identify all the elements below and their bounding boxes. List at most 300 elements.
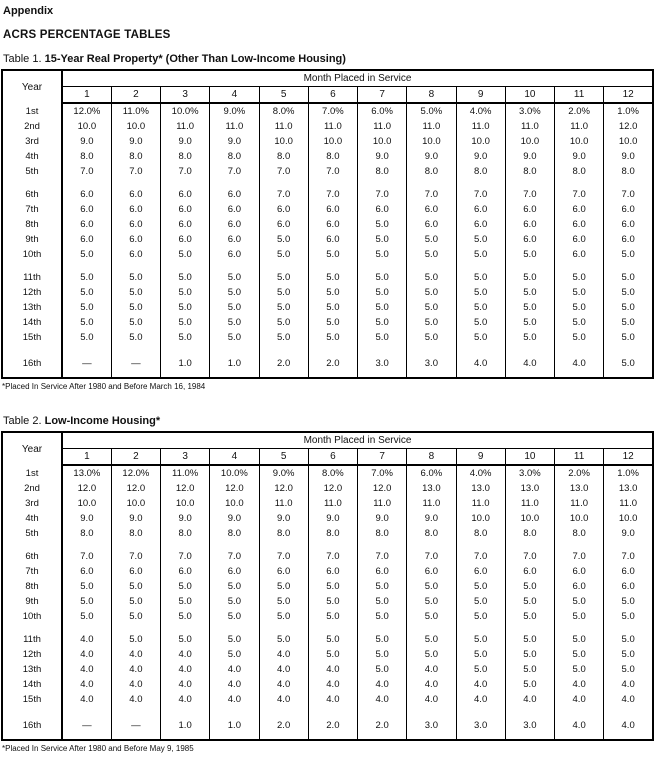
value-cell: 10.0 bbox=[308, 134, 357, 149]
spacer-cell bbox=[259, 733, 308, 740]
value-cell: 5.0 bbox=[358, 285, 407, 300]
table-row bbox=[2, 330, 653, 345]
year-cell: 4th bbox=[2, 511, 62, 526]
spacer-cell bbox=[2, 707, 62, 718]
value-cell: 7.0 bbox=[259, 549, 308, 564]
year-cell: 10th bbox=[2, 247, 62, 262]
table-row bbox=[2, 285, 653, 300]
value-cell: 7.0 bbox=[259, 164, 308, 179]
year-cell: 15th bbox=[2, 692, 62, 707]
value-cell: 6.0 bbox=[210, 187, 259, 202]
value-cell: 5.0 bbox=[604, 330, 653, 345]
spacer-row bbox=[2, 733, 653, 740]
month-group-header: Month Placed in Service bbox=[62, 70, 653, 87]
spacer-cell bbox=[259, 179, 308, 187]
value-cell: 5.0 bbox=[505, 677, 554, 692]
value-cell: 5.0 bbox=[259, 315, 308, 330]
year-cell: 16th bbox=[2, 356, 62, 371]
table-2-header-row bbox=[2, 432, 653, 449]
spacer-row bbox=[2, 707, 653, 718]
value-cell: 8.0 bbox=[604, 164, 653, 179]
value-cell: 5.0 bbox=[62, 285, 111, 300]
spacer-cell bbox=[62, 733, 111, 740]
value-cell: — bbox=[111, 356, 160, 371]
value-cell: 11.0 bbox=[161, 119, 210, 134]
spacer-cell bbox=[62, 707, 111, 718]
value-cell: 5.0 bbox=[161, 594, 210, 609]
spacer-cell bbox=[62, 371, 111, 378]
value-cell: 5.0 bbox=[62, 579, 111, 594]
year-cell: 12th bbox=[2, 285, 62, 300]
value-cell: 11.0% bbox=[161, 465, 210, 481]
value-cell: 9.0 bbox=[604, 149, 653, 164]
value-cell: 5.0 bbox=[555, 300, 604, 315]
spacer-cell bbox=[259, 262, 308, 270]
value-cell: — bbox=[62, 718, 111, 733]
value-cell: 4.0 bbox=[62, 662, 111, 677]
value-cell: 5.0 bbox=[555, 315, 604, 330]
table-row bbox=[2, 549, 653, 564]
spacer-cell bbox=[62, 262, 111, 270]
value-cell: 8.0 bbox=[456, 526, 505, 541]
value-cell: 2.0% bbox=[555, 465, 604, 481]
year-cell: 14th bbox=[2, 315, 62, 330]
value-cell: 10.0 bbox=[259, 134, 308, 149]
value-cell: 5.0 bbox=[555, 662, 604, 677]
value-cell: 5.0 bbox=[555, 609, 604, 624]
month-column-header: 6 bbox=[308, 87, 357, 104]
spacer-cell bbox=[555, 345, 604, 356]
table-1-percentage-table bbox=[1, 69, 654, 379]
value-cell: 9.0 bbox=[210, 511, 259, 526]
value-cell: 9.0 bbox=[358, 149, 407, 164]
value-cell: 5.0 bbox=[358, 579, 407, 594]
value-cell: 7.0 bbox=[161, 164, 210, 179]
value-cell: 5.0 bbox=[358, 270, 407, 285]
value-cell: 11.0 bbox=[456, 496, 505, 511]
value-cell: 13.0 bbox=[456, 481, 505, 496]
year-cell: 7th bbox=[2, 202, 62, 217]
spacer-cell bbox=[555, 707, 604, 718]
value-cell: 7.0 bbox=[505, 187, 554, 202]
value-cell: 6.0 bbox=[161, 217, 210, 232]
value-cell: 6.0 bbox=[604, 564, 653, 579]
spacer-cell bbox=[161, 733, 210, 740]
value-cell: 9.0 bbox=[456, 149, 505, 164]
value-cell: 6.0 bbox=[161, 187, 210, 202]
spacer-cell bbox=[456, 624, 505, 632]
year-cell: 4th bbox=[2, 149, 62, 164]
year-cell: 8th bbox=[2, 217, 62, 232]
month-column-header: 1 bbox=[62, 87, 111, 104]
spacer-cell bbox=[604, 624, 653, 632]
value-cell: 7.0 bbox=[505, 549, 554, 564]
year-cell: 16th bbox=[2, 718, 62, 733]
value-cell: 9.0 bbox=[62, 511, 111, 526]
table-1-header-row bbox=[2, 70, 653, 87]
spacer-cell bbox=[358, 345, 407, 356]
value-cell: 8.0% bbox=[259, 103, 308, 119]
month-column-header: 5 bbox=[259, 449, 308, 466]
value-cell: 6.0 bbox=[62, 202, 111, 217]
value-cell: 5.0 bbox=[555, 330, 604, 345]
value-cell: 4.0 bbox=[456, 356, 505, 371]
value-cell: 6.0 bbox=[555, 579, 604, 594]
value-cell: 4.0 bbox=[62, 632, 111, 647]
spacer-cell bbox=[259, 541, 308, 549]
value-cell: 8.0 bbox=[62, 149, 111, 164]
value-cell: 5.0 bbox=[604, 300, 653, 315]
spacer-cell bbox=[161, 624, 210, 632]
month-number-header-row bbox=[2, 449, 653, 466]
year-cell: 13th bbox=[2, 300, 62, 315]
value-cell: 12.0 bbox=[111, 481, 160, 496]
value-cell: 5.0 bbox=[308, 270, 357, 285]
value-cell: 5.0 bbox=[161, 285, 210, 300]
spacer-cell bbox=[62, 541, 111, 549]
value-cell: 5.0 bbox=[604, 356, 653, 371]
spacer-cell bbox=[62, 624, 111, 632]
value-cell: 5.0 bbox=[456, 647, 505, 662]
month-column-header: 2 bbox=[111, 449, 160, 466]
value-cell: 5.0 bbox=[456, 579, 505, 594]
value-cell: 6.0 bbox=[259, 217, 308, 232]
value-cell: 6.0 bbox=[161, 202, 210, 217]
value-cell: 13.0 bbox=[407, 481, 456, 496]
value-cell: 7.0 bbox=[555, 549, 604, 564]
value-cell: 9.0 bbox=[62, 134, 111, 149]
value-cell: 13.0% bbox=[62, 465, 111, 481]
value-cell: 6.0 bbox=[210, 217, 259, 232]
value-cell: 8.0 bbox=[210, 149, 259, 164]
value-cell: 4.0% bbox=[456, 103, 505, 119]
spacer-cell bbox=[2, 541, 62, 549]
value-cell: 11.0 bbox=[456, 119, 505, 134]
value-cell: 6.0 bbox=[555, 202, 604, 217]
spacer-cell bbox=[505, 624, 554, 632]
value-cell: 5.0 bbox=[161, 330, 210, 345]
table-row bbox=[2, 632, 653, 647]
value-cell: 7.0 bbox=[604, 187, 653, 202]
month-column-header: 12 bbox=[604, 87, 653, 104]
value-cell: 5.0 bbox=[407, 594, 456, 609]
table-row bbox=[2, 270, 653, 285]
value-cell: 1.0% bbox=[604, 465, 653, 481]
month-column-header: 4 bbox=[210, 449, 259, 466]
table-1-footnote: *Placed In Service After 1980 and Before March 16, 1984 bbox=[2, 382, 206, 391]
spacer-cell bbox=[505, 262, 554, 270]
value-cell: 5.0 bbox=[505, 632, 554, 647]
value-cell: 4.0 bbox=[358, 677, 407, 692]
spacer-cell bbox=[62, 345, 111, 356]
value-cell: 5.0 bbox=[62, 300, 111, 315]
value-cell: 4.0 bbox=[604, 718, 653, 733]
value-cell: 10.0 bbox=[111, 119, 160, 134]
value-cell: 7.0 bbox=[111, 549, 160, 564]
value-cell: 12.0% bbox=[111, 465, 160, 481]
month-column-header: 11 bbox=[555, 449, 604, 466]
value-cell: 5.0 bbox=[308, 609, 357, 624]
table-row bbox=[2, 609, 653, 624]
spacer-cell bbox=[308, 707, 357, 718]
month-column-header: 3 bbox=[161, 87, 210, 104]
value-cell: 9.0 bbox=[259, 511, 308, 526]
year-cell: 9th bbox=[2, 232, 62, 247]
spacer-cell bbox=[2, 262, 62, 270]
spacer-cell bbox=[210, 541, 259, 549]
value-cell: 7.0 bbox=[308, 187, 357, 202]
spacer-cell bbox=[456, 345, 505, 356]
table-2-label: Table 2. bbox=[3, 415, 42, 427]
table-row bbox=[2, 202, 653, 217]
value-cell: 9.0% bbox=[210, 103, 259, 119]
value-cell: 7.0% bbox=[308, 103, 357, 119]
spacer-cell bbox=[111, 345, 160, 356]
spacer-cell bbox=[456, 541, 505, 549]
value-cell: 4.0 bbox=[259, 677, 308, 692]
value-cell: 6.0 bbox=[505, 232, 554, 247]
value-cell: 7.0 bbox=[210, 164, 259, 179]
spacer-cell bbox=[161, 707, 210, 718]
value-cell: 5.0 bbox=[259, 632, 308, 647]
value-cell: 8.0 bbox=[407, 164, 456, 179]
spacer-row bbox=[2, 371, 653, 378]
value-cell: 5.0 bbox=[456, 285, 505, 300]
value-cell: 11.0 bbox=[505, 496, 554, 511]
value-cell: 6.0 bbox=[111, 247, 160, 262]
value-cell: 10.0 bbox=[456, 134, 505, 149]
value-cell: 8.0 bbox=[161, 526, 210, 541]
value-cell: 5.0 bbox=[210, 579, 259, 594]
value-cell: 5.0 bbox=[604, 632, 653, 647]
value-cell: 4.0 bbox=[259, 692, 308, 707]
spacer-cell bbox=[111, 541, 160, 549]
month-column-header: 2 bbox=[111, 87, 160, 104]
year-cell: 3rd bbox=[2, 134, 62, 149]
value-cell: 4.0 bbox=[210, 662, 259, 677]
value-cell: 5.0 bbox=[111, 330, 160, 345]
value-cell: 6.0 bbox=[308, 232, 357, 247]
value-cell: 6.0 bbox=[111, 187, 160, 202]
appendix-label: Appendix bbox=[3, 5, 54, 17]
value-cell: 5.0 bbox=[604, 247, 653, 262]
value-cell: 4.0 bbox=[358, 692, 407, 707]
spacer-cell bbox=[2, 345, 62, 356]
value-cell: 5.0 bbox=[358, 662, 407, 677]
year-cell: 5th bbox=[2, 164, 62, 179]
spacer-cell bbox=[161, 345, 210, 356]
spacer-cell bbox=[259, 707, 308, 718]
value-cell: 5.0 bbox=[555, 647, 604, 662]
value-cell: 5.0 bbox=[259, 285, 308, 300]
value-cell: 10.0 bbox=[111, 496, 160, 511]
spacer-cell bbox=[210, 624, 259, 632]
spacer-cell bbox=[210, 733, 259, 740]
value-cell: 5.0 bbox=[111, 594, 160, 609]
value-cell: 5.0 bbox=[456, 315, 505, 330]
spacer-cell bbox=[308, 262, 357, 270]
value-cell: 4.0 bbox=[111, 647, 160, 662]
value-cell: 5.0 bbox=[259, 579, 308, 594]
value-cell: 5.0 bbox=[62, 609, 111, 624]
spacer-cell bbox=[604, 733, 653, 740]
spacer-cell bbox=[358, 707, 407, 718]
value-cell: 7.0 bbox=[62, 549, 111, 564]
value-cell: 5.0 bbox=[407, 232, 456, 247]
spacer-cell bbox=[456, 371, 505, 378]
value-cell: 9.0% bbox=[259, 465, 308, 481]
value-cell: 5.0 bbox=[62, 247, 111, 262]
value-cell: 6.0 bbox=[161, 564, 210, 579]
spacer-cell bbox=[505, 707, 554, 718]
value-cell: 5.0 bbox=[161, 632, 210, 647]
value-cell: 6.0 bbox=[604, 202, 653, 217]
spacer-cell bbox=[62, 179, 111, 187]
value-cell: 5.0 bbox=[111, 609, 160, 624]
value-cell: 4.0 bbox=[111, 662, 160, 677]
value-cell: 10.0 bbox=[555, 511, 604, 526]
value-cell: 5.0 bbox=[161, 247, 210, 262]
spacer-cell bbox=[505, 733, 554, 740]
value-cell: 7.0 bbox=[358, 187, 407, 202]
value-cell: 5.0 bbox=[604, 270, 653, 285]
value-cell: 1.0 bbox=[161, 718, 210, 733]
value-cell: 11.0 bbox=[210, 119, 259, 134]
spacer-cell bbox=[358, 371, 407, 378]
table-row bbox=[2, 496, 653, 511]
value-cell: 13.0 bbox=[505, 481, 554, 496]
value-cell: 4.0 bbox=[210, 677, 259, 692]
value-cell: 4.0 bbox=[308, 692, 357, 707]
value-cell: 6.0 bbox=[62, 187, 111, 202]
month-column-header: 8 bbox=[407, 87, 456, 104]
value-cell: 4.0 bbox=[111, 692, 160, 707]
spacer-row bbox=[2, 345, 653, 356]
value-cell: 10.0% bbox=[161, 103, 210, 119]
value-cell: 4.0 bbox=[259, 662, 308, 677]
value-cell: 12.0% bbox=[62, 103, 111, 119]
value-cell: 9.0 bbox=[308, 511, 357, 526]
value-cell: 5.0 bbox=[210, 609, 259, 624]
value-cell: 5.0 bbox=[161, 579, 210, 594]
spacer-cell bbox=[407, 262, 456, 270]
value-cell: 5.0 bbox=[358, 609, 407, 624]
value-cell: 9.0 bbox=[161, 511, 210, 526]
table-row bbox=[2, 677, 653, 692]
spacer-cell bbox=[259, 371, 308, 378]
value-cell: 4.0 bbox=[407, 662, 456, 677]
value-cell: 8.0 bbox=[505, 526, 554, 541]
spacer-cell bbox=[456, 707, 505, 718]
value-cell: 8.0 bbox=[111, 526, 160, 541]
value-cell: 5.0 bbox=[259, 330, 308, 345]
value-cell: 4.0 bbox=[555, 718, 604, 733]
value-cell: 6.0 bbox=[111, 217, 160, 232]
acrs-table-2-block bbox=[1, 415, 654, 753]
spacer-cell bbox=[210, 179, 259, 187]
value-cell: 12.0 bbox=[259, 481, 308, 496]
value-cell: 8.0 bbox=[308, 526, 357, 541]
table-row bbox=[2, 134, 653, 149]
value-cell: 5.0 bbox=[111, 285, 160, 300]
table-row bbox=[2, 579, 653, 594]
value-cell: 8.0 bbox=[259, 149, 308, 164]
spacer-cell bbox=[259, 624, 308, 632]
month-column-header: 9 bbox=[456, 87, 505, 104]
spacer-cell bbox=[604, 345, 653, 356]
year-cell: 14th bbox=[2, 677, 62, 692]
value-cell: 6.0 bbox=[161, 232, 210, 247]
spacer-cell bbox=[407, 624, 456, 632]
month-column-header: 4 bbox=[210, 87, 259, 104]
value-cell: 6.0 bbox=[555, 564, 604, 579]
value-cell: 6.0 bbox=[111, 564, 160, 579]
value-cell: 4.0 bbox=[555, 692, 604, 707]
value-cell: 11.0 bbox=[604, 496, 653, 511]
value-cell: 4.0% bbox=[456, 465, 505, 481]
month-column-header: 9 bbox=[456, 449, 505, 466]
value-cell: 6.0 bbox=[555, 232, 604, 247]
value-cell: 7.0 bbox=[111, 164, 160, 179]
value-cell: 5.0 bbox=[407, 609, 456, 624]
year-cell: 8th bbox=[2, 579, 62, 594]
spacer-cell bbox=[210, 345, 259, 356]
spacer-cell bbox=[555, 371, 604, 378]
value-cell: 10.0 bbox=[407, 134, 456, 149]
value-cell: 6.0 bbox=[259, 564, 308, 579]
value-cell: 6.0 bbox=[308, 202, 357, 217]
year-cell: 11th bbox=[2, 632, 62, 647]
value-cell: 5.0 bbox=[210, 594, 259, 609]
value-cell: 5.0 bbox=[358, 632, 407, 647]
value-cell: 4.0 bbox=[308, 677, 357, 692]
value-cell: 4.0 bbox=[259, 647, 308, 662]
value-cell: 6.0 bbox=[456, 564, 505, 579]
value-cell: 5.0 bbox=[555, 594, 604, 609]
spacer-cell bbox=[604, 371, 653, 378]
spacer-cell bbox=[456, 262, 505, 270]
value-cell: 5.0 bbox=[456, 632, 505, 647]
spacer-cell bbox=[111, 707, 160, 718]
value-cell: 5.0 bbox=[111, 300, 160, 315]
value-cell: 6.0 bbox=[555, 247, 604, 262]
value-cell: 1.0 bbox=[210, 718, 259, 733]
value-cell: 11.0 bbox=[407, 119, 456, 134]
value-cell: 5.0 bbox=[456, 232, 505, 247]
value-cell: 10.0 bbox=[210, 496, 259, 511]
value-cell: 5.0 bbox=[407, 285, 456, 300]
value-cell: 12.0 bbox=[308, 481, 357, 496]
month-column-header: 10 bbox=[505, 87, 554, 104]
value-cell: 4.0 bbox=[161, 677, 210, 692]
value-cell: 5.0 bbox=[505, 315, 554, 330]
table-row bbox=[2, 526, 653, 541]
spacer-cell bbox=[161, 541, 210, 549]
value-cell: 1.0 bbox=[161, 356, 210, 371]
value-cell: 5.0 bbox=[505, 330, 554, 345]
value-cell: 11.0 bbox=[555, 119, 604, 134]
spacer-cell bbox=[505, 179, 554, 187]
value-cell: 5.0 bbox=[210, 647, 259, 662]
spacer-cell bbox=[407, 371, 456, 378]
table-row bbox=[2, 465, 653, 481]
value-cell: 3.0 bbox=[407, 356, 456, 371]
value-cell: 6.0% bbox=[407, 465, 456, 481]
month-column-header: 10 bbox=[505, 449, 554, 466]
month-column-header: 11 bbox=[555, 87, 604, 104]
value-cell: 4.0 bbox=[161, 647, 210, 662]
value-cell: 2.0 bbox=[259, 718, 308, 733]
